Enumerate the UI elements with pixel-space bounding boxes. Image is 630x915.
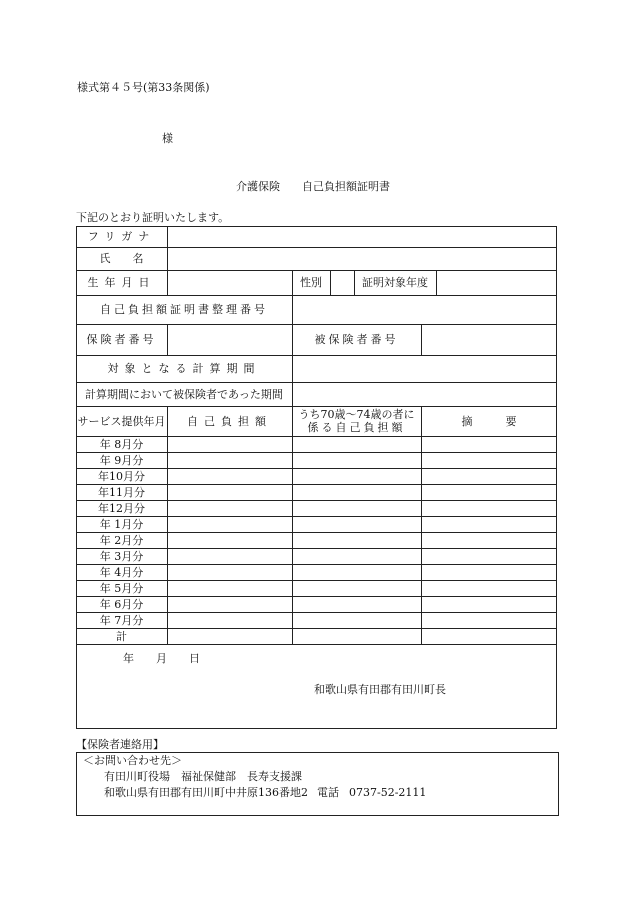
col-self-pay-7074-line1: うち70歳～74歳の者に bbox=[298, 408, 415, 421]
contact-office: 有田川町役場 福祉保健部 長寿支援課 bbox=[104, 770, 302, 783]
label-birthdate: 生年月日 bbox=[87, 276, 156, 289]
month-row-label: 年 7月分 bbox=[99, 613, 144, 627]
recipient-suffix: 様 bbox=[162, 132, 173, 145]
label-insured-number: 被保険者番号 bbox=[314, 333, 399, 346]
month-row-label: 年 8月分 bbox=[99, 437, 144, 451]
col-service-month: サービス提供年月 bbox=[77, 414, 166, 428]
issue-date: 年 月 日 bbox=[123, 652, 200, 665]
label-furigana: フリガナ bbox=[87, 230, 156, 243]
month-row-label: 年 6月分 bbox=[99, 597, 144, 611]
contact-phone: 0737-52-2111 bbox=[349, 786, 427, 799]
label-insurer-number: 保険者番号 bbox=[86, 333, 157, 346]
total-row-label: 計 bbox=[116, 629, 127, 643]
month-row-label: 年 2月分 bbox=[99, 533, 144, 547]
col-self-pay-7074-line2: 係る自己負担額 bbox=[307, 421, 406, 434]
month-row-label: 年11月分 bbox=[98, 485, 145, 499]
label-insured-period: 計算期間において被保険者であった期間 bbox=[85, 387, 283, 401]
contact-heading: ＜お問い合わせ先＞ bbox=[83, 754, 182, 767]
contact-phone-label: 電話 bbox=[317, 786, 339, 799]
label-cert-year: 証明対象年度 bbox=[362, 276, 428, 289]
month-row-label: 年12月分 bbox=[98, 501, 145, 515]
contact-section-label: 【保険者連絡用】 bbox=[76, 738, 164, 751]
label-cert-number: 自己負担額証明書整理番号 bbox=[100, 303, 268, 316]
month-row-label: 年 4月分 bbox=[99, 565, 144, 579]
col-remarks: 摘 要 bbox=[461, 414, 517, 428]
col-self-pay-amount: 自己負担額 bbox=[187, 414, 272, 428]
intro-text: 下記のとおり証明いたします。 bbox=[76, 211, 230, 224]
form-number: 様式第４５号(第33条関係) bbox=[77, 81, 210, 94]
issuer-name: 和歌山県有田郡有田川町長 bbox=[314, 683, 446, 696]
month-row-label: 年 1月分 bbox=[99, 517, 144, 531]
month-row-label: 年10月分 bbox=[98, 469, 145, 483]
col-self-pay-7074 bbox=[292, 406, 421, 436]
contact-address: 和歌山県有田郡有田川町中井原136番地2 bbox=[104, 786, 308, 799]
title-insurance: 介護保険 bbox=[236, 180, 280, 193]
month-row-label: 年 5月分 bbox=[99, 581, 144, 595]
label-name: 氏 名 bbox=[99, 252, 144, 265]
page-title: 自己負担額証明書 bbox=[302, 180, 390, 193]
label-gender: 性別 bbox=[300, 276, 322, 289]
month-row-label: 年 9月分 bbox=[99, 453, 144, 467]
label-calc-period: 対象となる計算期間 bbox=[107, 362, 261, 375]
month-row-label: 年 3月分 bbox=[99, 549, 144, 563]
